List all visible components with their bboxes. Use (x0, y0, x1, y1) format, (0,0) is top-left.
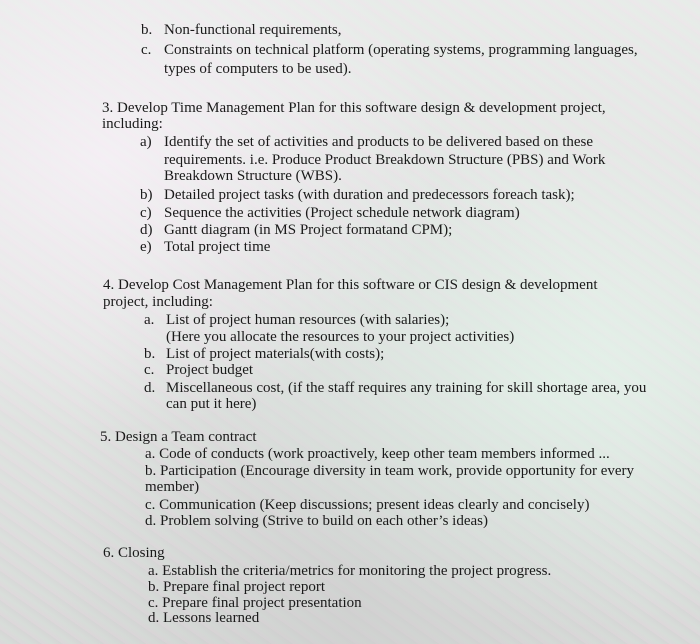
list-item-text: c. Prepare final project presentation (148, 595, 362, 611)
list-item-text: (Here you allocate the resources to your project activities) (166, 329, 515, 345)
list-marker: a. (144, 312, 155, 328)
list-item-text: Breakdown Structure (WBS). (164, 168, 342, 184)
list-item-text: types of computers to be used). (164, 61, 352, 77)
list-marker: d. (144, 380, 156, 396)
list-item-text: Project budget (166, 362, 254, 378)
list-marker: b) (140, 187, 153, 203)
list-item-text: member) (145, 479, 200, 495)
section-heading: 5. Design a Team contract (100, 429, 257, 445)
list-item-text: List of project human resources (with salaries); (166, 312, 450, 328)
list-marker: c) (140, 205, 152, 221)
list-marker: b. (141, 22, 153, 38)
section-heading: project, including: (103, 294, 213, 310)
section-heading: 6. Closing (103, 545, 165, 561)
list-item-text: Constraints on technical platform (operating systems, programming languages, (164, 42, 638, 58)
list-item-text: a. Establish the criteria/metrics for monitoring the project progress. (148, 563, 552, 579)
list-item-text: d. Lessons learned (148, 610, 260, 626)
list-item-text: d. Problem solving (Strive to build on each other’s ideas) (145, 513, 489, 529)
list-item-text: Non-functional requirements, (164, 22, 342, 38)
list-item-text: Miscellaneous cost, (if the staff requires any training for skill shortage area, you (166, 380, 647, 396)
list-item-text: Sequence the activities (Project schedule network diagram) (164, 205, 520, 221)
list-marker: c. (144, 362, 155, 378)
section-heading: including: (102, 116, 163, 132)
section-heading: 3. Develop Time Management Plan for this software design & development project, (102, 100, 606, 116)
list-item-text: Gantt diagram (in MS Project formatand CPM); (164, 222, 453, 238)
list-item-text: Detailed project tasks (with duration and predecessors foreach task); (164, 187, 575, 203)
list-item-text: b. Prepare final project report (148, 579, 326, 595)
section-heading: 4. Develop Cost Management Plan for this software or CIS design & development (103, 277, 598, 293)
list-item-text: can put it here) (166, 396, 257, 412)
list-marker: b. (144, 346, 156, 362)
list-item-text: c. Communication (Keep discussions; present ideas clearly and concisely) (145, 497, 590, 513)
list-item-text: requirements. i.e. Produce Product Breakdown Structure (PBS) and Work (164, 152, 606, 168)
list-item-text: Total project time (164, 239, 271, 255)
list-marker: a) (140, 134, 152, 150)
list-item-text: Identify the set of activities and products to be delivered based on these (164, 134, 594, 150)
list-marker: e) (140, 239, 152, 255)
list-marker: d) (140, 222, 153, 238)
list-item-text: b. Participation (Encourage diversity in team work, provide opportunity for every (145, 463, 635, 479)
list-marker: c. (141, 42, 152, 58)
list-item-text: a. Code of conducts (work proactively, keep other team members informed ... (145, 446, 610, 462)
list-item-text: List of project materials(with costs); (166, 346, 385, 362)
